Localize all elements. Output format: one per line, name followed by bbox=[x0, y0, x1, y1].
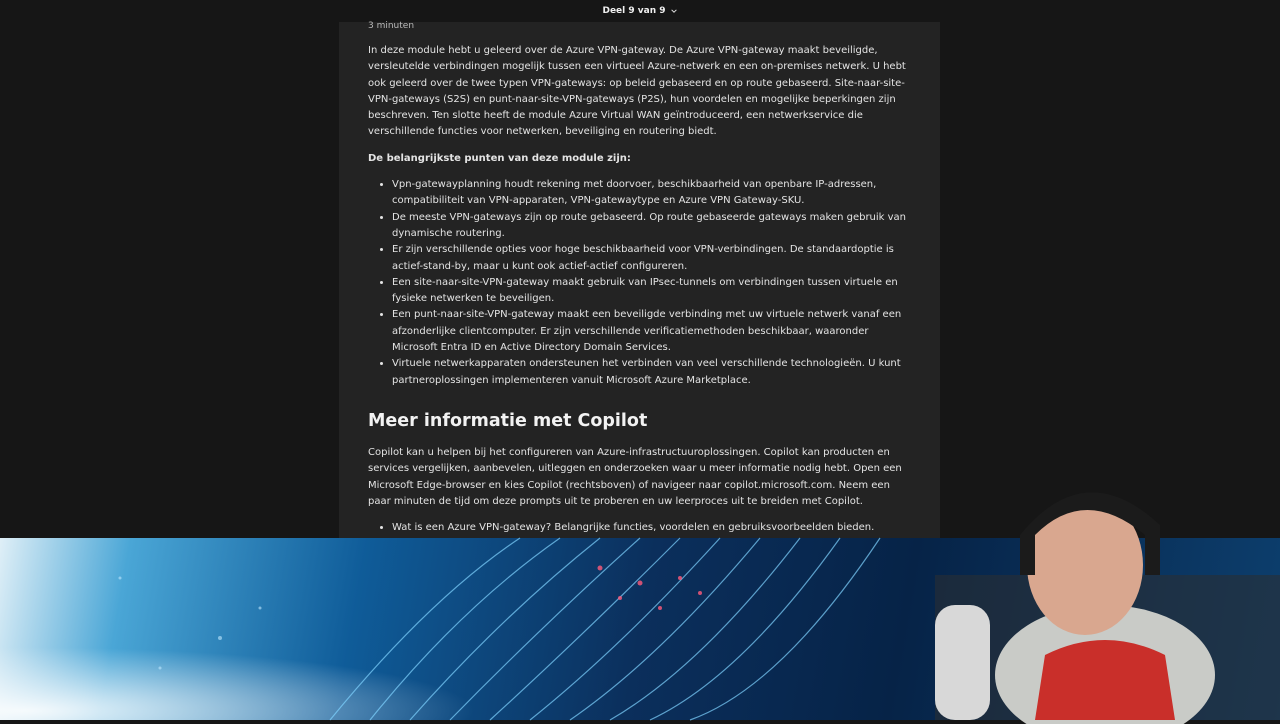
unit-progress-dropdown[interactable] bbox=[602, 6, 677, 16]
keypoints-heading: De belangrijkste punten van deze module zijn: bbox=[368, 152, 631, 164]
top-bar bbox=[0, 0, 1280, 22]
module-summary-content bbox=[368, 22, 913, 553]
copilot-heading: Meer informatie met Copilot bbox=[368, 410, 648, 431]
unit-progress-label: Deel 9 van 9 bbox=[602, 6, 666, 16]
streamer-webcam-image bbox=[935, 455, 1280, 720]
keypoints-list bbox=[368, 177, 913, 389]
list-item: • Een punt-naar-site-VPN-gateway maakt een beveiligde verbinding met uw virtuele netwerk vanaf een afzonderlijke clientcomputer. Er zijn verschillende verificatiemethoden beschikbaar, waaronder Microsoft Entra ID en Active Directory Domain Services. bbox=[392, 307, 913, 356]
webcam-overlay bbox=[935, 455, 1280, 720]
copilot-intro-paragraph: Copilot kan u helpen bij het configureren van Azure-infrastructuuroplossingen. Copilot kan producten en services vergelijken, aanbevelen, uitleggen en onderzoeken waar u meer informatie nodig hebt. Open een Microsoft Edge-browser en kies Copilot (rechtsboven) of navigeer naar copilot.microsoft.com. Neem een paar minuten de tijd om deze prompts uit te proberen en uw leerproces uit te breiden met Copilot. bbox=[368, 446, 902, 507]
list-item: • Er zijn verschillende opties voor hoge beschikbaarheid voor VPN-verbindingen. De standaardoptie is actief-stand-by, maar u kunt ook actief-actief configureren. bbox=[392, 242, 913, 275]
summary-paragraph: In deze module hebt u geleerd over de Azure VPN-gateway. De Azure VPN-gateway maakt beveiligde, versleutelde verbindingen mogelijk tussen een virtueel Azure-netwerk en een on-premises netwerk. U hebt ook geleerd over de twee typen VPN-gateways: op beleid gebaseerd en op route gebaseerd. Site-naar-site-VPN-gateways (S2S) en punt-naar-site-VPN-gateways (P2S), hun voordelen en mogelijke beperkingen zijn beschreven. Ten slotte heeft de module Azure Virtual WAN geïntroduceerd, een netwerkservice die verschillende functies voor netwerken, beveiliging en routering biedt. bbox=[368, 45, 906, 138]
content-panel bbox=[339, 22, 940, 538]
chevron-down-icon bbox=[670, 7, 678, 15]
list-item: • Vpn-gatewayplanning houdt rekening met doorvoer, beschikbaarheid van openbare IP-adressen, compatibiliteit van VPN-apparaten, VPN-gatewaytype en Azure VPN Gateway-SKU. bbox=[392, 177, 913, 210]
list-item: • Virtuele netwerkapparaten ondersteunen het verbinden van veel verschillende technologieën. U kunt partneroplossingen implementeren vanuit Microsoft Azure Marketplace. bbox=[392, 356, 913, 389]
list-item: • De meeste VPN-gateways zijn op route gebaseerd. Op route gebaseerde gateways maken gebruik van dynamische routering. bbox=[392, 210, 913, 243]
list-item: • Wat is een Azure VPN-gateway? Belangrijke functies, voordelen en gebruiksvoorbeelden bieden. bbox=[392, 520, 913, 536]
duration-label: 3 minuten bbox=[368, 21, 415, 31]
list-item: • Een site-naar-site-VPN-gateway maakt gebruik van IPsec-tunnels om verbindingen tussen virtuele en fysieke netwerken te beveiligen. bbox=[392, 275, 913, 308]
